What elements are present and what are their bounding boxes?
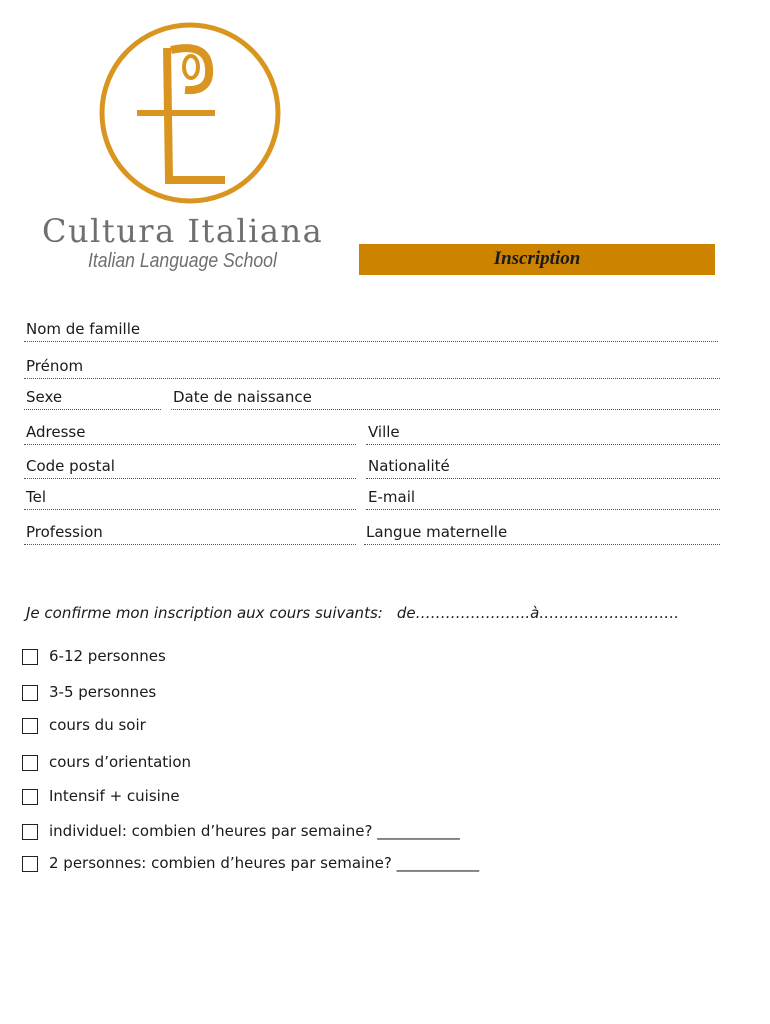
checkbox[interactable] xyxy=(22,649,38,665)
school-logo-emblem xyxy=(97,20,283,206)
adresse-field[interactable]: Adresse xyxy=(24,423,356,445)
option-label: 3-5 personnes xyxy=(49,683,157,701)
nationalite-field[interactable]: Nationalité xyxy=(366,457,720,479)
langue-maternelle-field[interactable]: Langue maternelle xyxy=(364,523,720,545)
nom-field[interactable]: Nom de famille xyxy=(24,320,718,342)
email-field[interactable]: E-mail xyxy=(366,488,720,510)
banner-title: Inscription xyxy=(493,248,581,269)
code-postal-field[interactable]: Code postal xyxy=(24,457,356,479)
course-dates-blank[interactable]: de…………………..à………………………. xyxy=(396,604,680,622)
checkbox[interactable] xyxy=(22,789,38,805)
option-label: 2 personnes: combien d’heures par semaine? ___________ xyxy=(49,854,480,872)
tel-field[interactable]: Tel xyxy=(24,488,356,510)
checkbox[interactable] xyxy=(22,755,38,771)
prenom-field[interactable]: Prénom xyxy=(24,357,720,379)
option-label: cours du soir xyxy=(49,716,146,734)
brand-name: Cultura Italiana xyxy=(42,212,324,250)
confirmation-text: Je confirme mon inscription aux cours suivants: xyxy=(26,604,383,622)
checkbox[interactable] xyxy=(22,718,38,734)
option-label: individuel: combien d’heures par semaine? ___________ xyxy=(49,822,460,840)
checkbox[interactable] xyxy=(22,685,38,701)
checkbox[interactable] xyxy=(22,856,38,872)
sexe-field[interactable]: Sexe xyxy=(24,388,161,410)
inscription-banner xyxy=(359,244,715,275)
option-label: 6-12 personnes xyxy=(49,647,166,665)
date-naissance-field[interactable]: Date de naissance xyxy=(171,388,720,410)
brand-subtitle: Italian Language School xyxy=(88,250,277,272)
checkbox[interactable] xyxy=(22,824,38,840)
option-label: cours d’orientation xyxy=(49,753,192,771)
confirmation-line xyxy=(26,604,679,622)
profession-field[interactable]: Profession xyxy=(24,523,356,545)
ville-field[interactable]: Ville xyxy=(366,423,720,445)
option-label: Intensif + cuisine xyxy=(49,787,180,805)
